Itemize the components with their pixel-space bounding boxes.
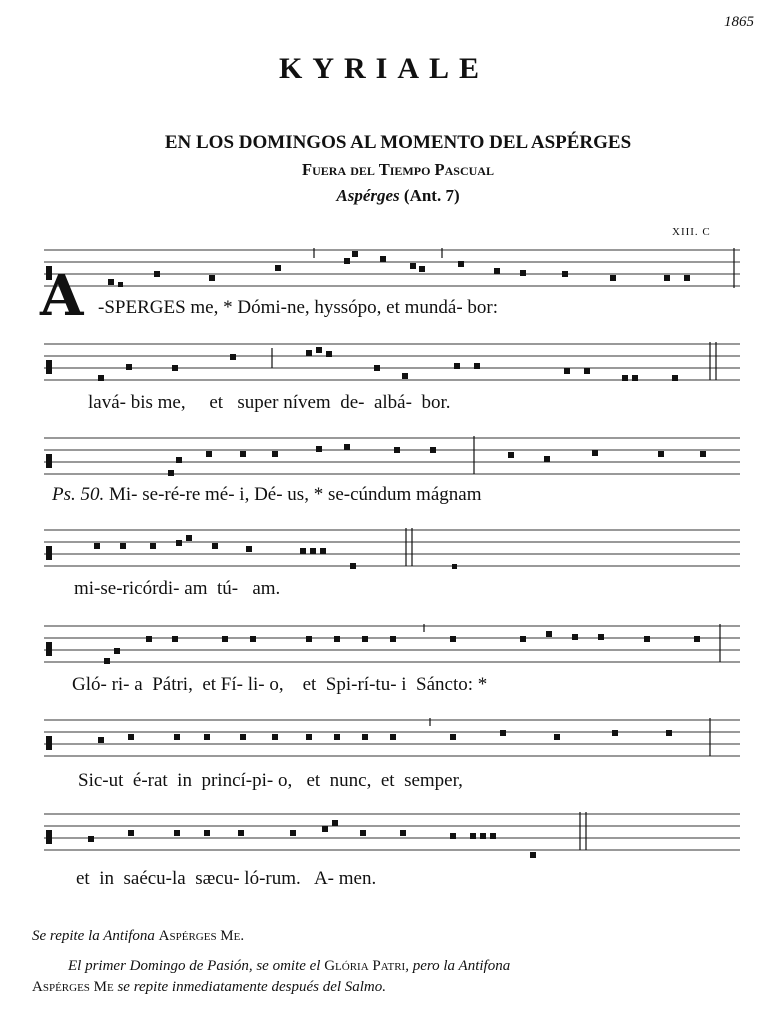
rubric-2-caps-1: Glória Patri [324,958,406,974]
rubric-repeat-antiphon [32,926,244,947]
drop-cap-initial: A [40,263,84,329]
page-title: KYRIALE [278,52,490,85]
staff-lines-6 [44,718,740,778]
page-number: 1865 [724,14,754,30]
section-heading: EN LOS DOMINGOS AL MOMENTO DEL ASPÉRGES [164,132,632,153]
psalm-reference: Ps. 50. [52,484,105,505]
rubric-2-text-1: El primer Domingo de Pasión, se omite el [68,958,325,974]
rubric-passion-sunday [32,956,748,998]
lyric-line-6: Sic-ut é-rat in princí-pi- o, et nunc, et semper, [78,770,463,791]
antiphon-title [0,186,768,206]
lyric-line-4: mi-se-ricórdi- am tú- am. [74,578,281,599]
antiphon-name: Aspérges [336,186,400,205]
section-subheading: Fuera del Tiempo Pascual [302,160,494,179]
lyric-line-3-text: Mi- se-ré-re mé- i, Dé- us, * se-cúndum mágnam [109,484,482,505]
lyric-line-1: -SPERGES me, * Dómi-ne, hyssópo, et mundá- bor: [98,297,499,318]
chant-staff-7 [44,812,740,872]
lyric-line-5: Gló- ri- a Pátri, et Fí- li- o, et Spi-rí-tu- i Sáncto: * [72,674,488,695]
chant-staff-6 [44,718,740,778]
rubric-2-caps-2: Aspérges Me [32,979,114,995]
rubric-2-text-3: se repite inmediatamente después del Salmo. [113,979,387,995]
lyric-line-3 [52,484,482,506]
staff-lines-7 [44,812,740,872]
mode-label: XIII. C [672,226,711,238]
rubric-2-text-2: , pero la Antifona [405,958,511,974]
lyric-line-7: et in saécu-la sæcu- ló-rum. A- men. [76,868,377,889]
rubric-1-text: Se repite la Antifona [32,928,159,944]
lyric-line-2: lavá- bis me, et super nívem de- albá- bor. [88,392,451,413]
rubric-1-caps: Aspérges Me. [158,928,245,944]
antiphon-number: (Ant. 7) [403,186,460,205]
